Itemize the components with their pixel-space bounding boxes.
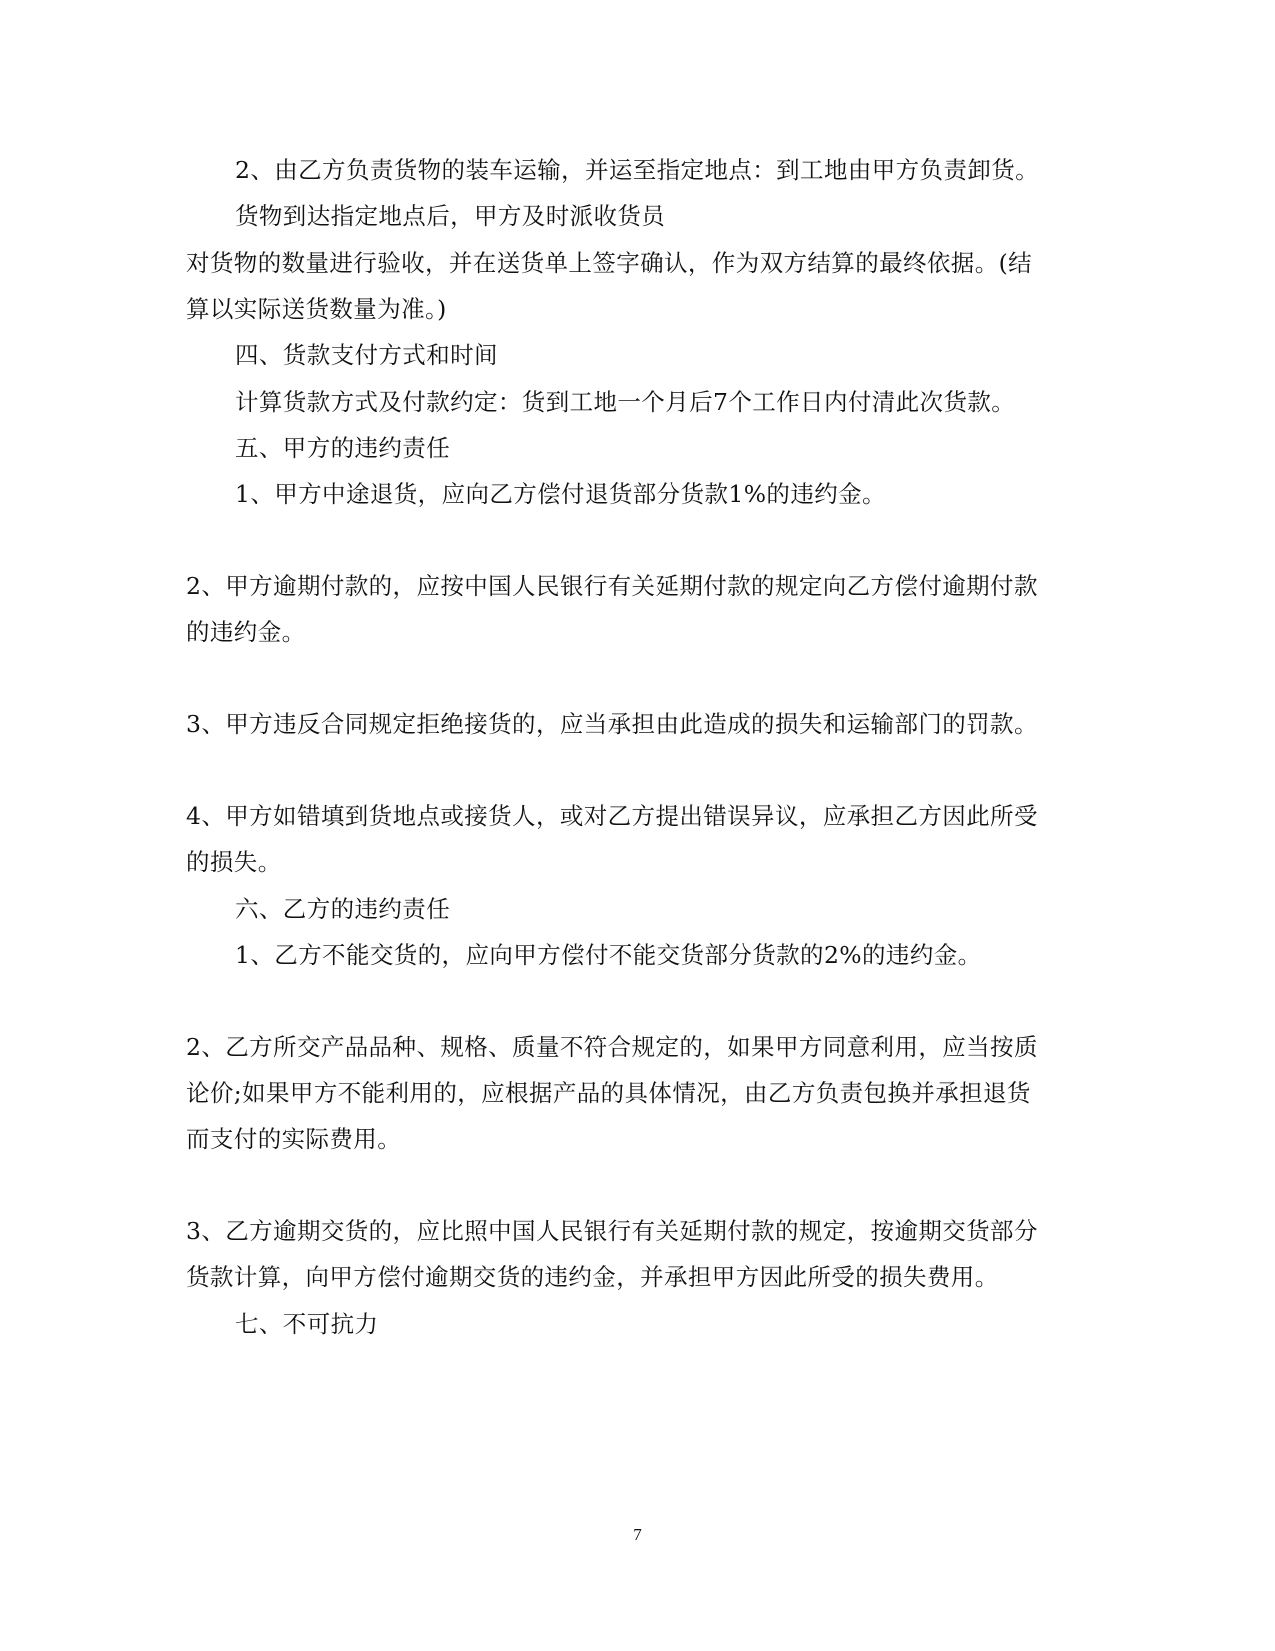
paragraph-line: 计算货款方式及付款约定：货到工地一个月后7个工作日内付清此次货款。: [235, 388, 1016, 416]
paragraph-line: 3、乙方逾期交货的，应比照中国人民银行有关延期付款的规定，按逾期交货部分: [186, 1217, 1038, 1245]
paragraph-line: 的违约金。: [186, 618, 306, 646]
paragraph-line: 1、乙方不能交货的，应向甲方偿付不能交货部分货款的2%的违约金。: [235, 941, 982, 969]
paragraph-line: 算以实际送货数量为准。): [186, 295, 447, 323]
section-heading: 五、甲方的违约责任: [235, 434, 451, 462]
section-heading: 四、货款支付方式和时间: [235, 341, 498, 369]
paragraph-line: 1、甲方中途退货，应向乙方偿付退货部分货款1%的违约金。: [235, 480, 886, 508]
section-heading: 六、乙方的违约责任: [235, 895, 451, 923]
paragraph-line: 而支付的实际费用。: [186, 1125, 402, 1153]
paragraph-line: 论价;如果甲方不能利用的，应根据产品的具体情况，由乙方负责包换并承担退货: [186, 1079, 1031, 1107]
section-heading: 七、不可抗力: [235, 1310, 379, 1338]
paragraph-line: 3、甲方违反合同规定拒绝接货的，应当承担由此造成的损失和运输部门的罚款。: [186, 710, 1038, 738]
paragraph-line: 货款计算，向甲方偿付逾期交货的违约金，并承担甲方因此所受的损失费用。: [186, 1263, 999, 1291]
paragraph-line: 货物到达指定地点后，甲方及时派收货员: [235, 202, 666, 230]
paragraph-line: 对货物的数量进行验收，并在送货单上签字确认，作为双方结算的最终依据。(结: [186, 249, 1033, 277]
paragraph-line: 2、乙方所交产品品种、规格、质量不符合规定的，如果甲方同意利用，应当按质: [186, 1033, 1038, 1061]
paragraph-line: 4、甲方如错填到货地点或接货人，或对乙方提出错误异议，应承担乙方因此所受: [186, 802, 1038, 830]
paragraph-line: 的损失。: [186, 848, 282, 876]
paragraph-line: 2、由乙方负责货物的装车运输，并运至指定地点：到工地由甲方负责卸货。: [235, 156, 1040, 184]
page-number: 7: [633, 1525, 642, 1544]
paragraph-line: 2、甲方逾期付款的，应按中国人民银行有关延期付款的规定向乙方偿付逾期付款: [186, 572, 1038, 600]
